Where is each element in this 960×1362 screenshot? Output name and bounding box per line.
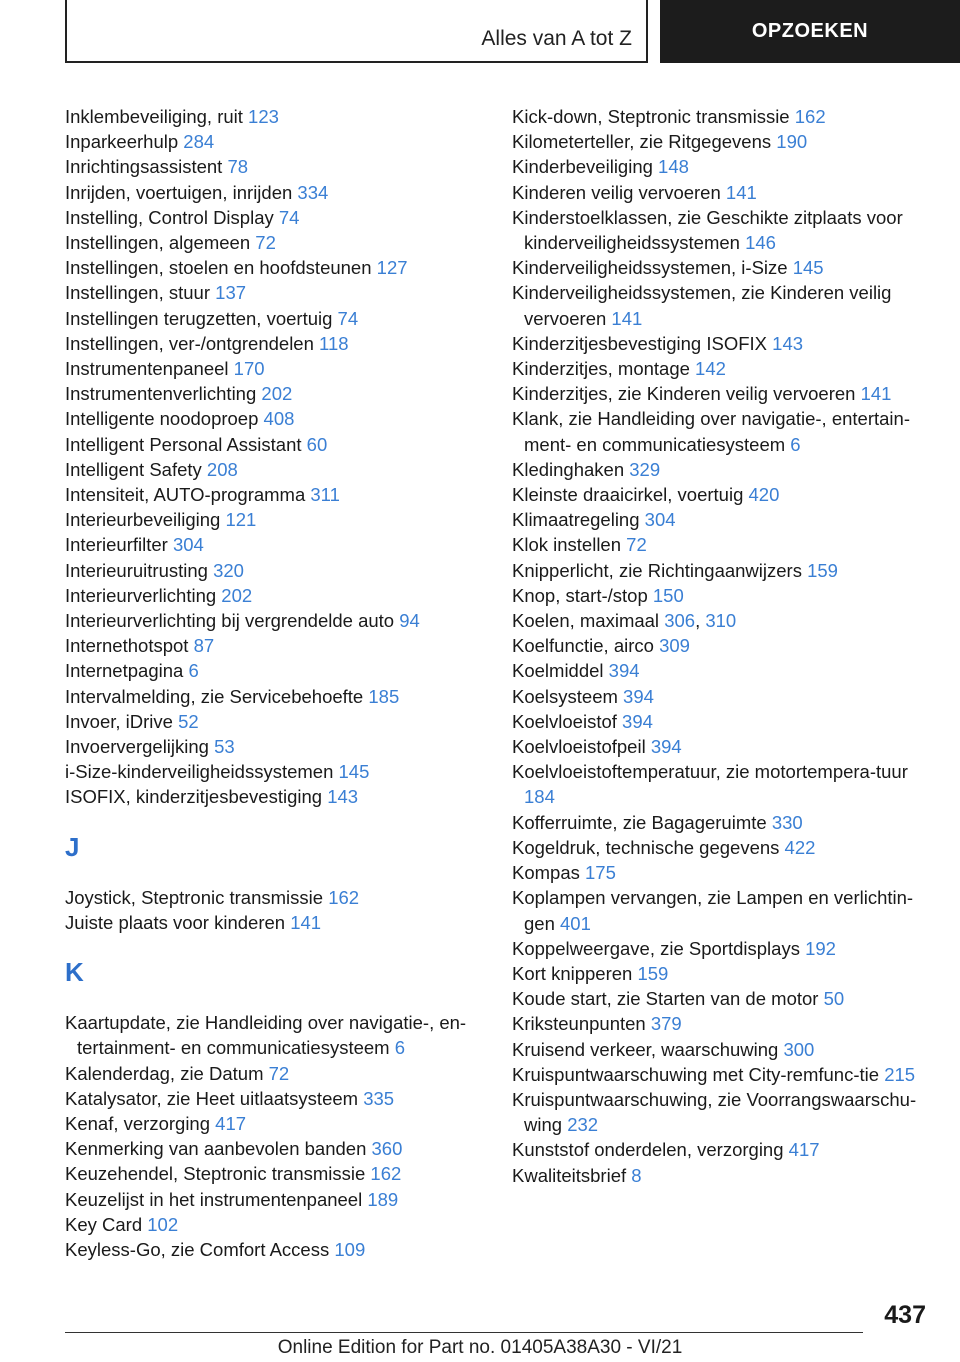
index-entry [512, 684, 932, 709]
index-entry-text: Inklembeveiliging, ruit [65, 106, 243, 127]
index-page-link[interactable]: 87 [193, 635, 215, 657]
index-page-link[interactable]: 190 [776, 131, 808, 153]
index-entry [512, 255, 932, 280]
index-page-link[interactable]: 141 [611, 307, 643, 329]
index-entry [65, 255, 495, 280]
index-page-link[interactable]: 420 [748, 484, 780, 506]
index-page-link[interactable]: 311 [310, 484, 340, 506]
index-entry [65, 356, 495, 381]
index-page-link[interactable]: 192 [805, 937, 836, 959]
index-entry-text: Kinderveiligheidssystemen, i-Size [512, 257, 788, 279]
index-page-link[interactable]: 6 [790, 433, 801, 455]
index-page-link[interactable]: 53 [214, 736, 235, 758]
index-page-link[interactable]: 123 [248, 106, 279, 127]
index-entry-text: Kenaf, verzorging [65, 1112, 211, 1134]
index-page-link[interactable]: 52 [178, 710, 199, 732]
index-entry-text: Inparkeerhulp [65, 131, 179, 153]
index-entry [512, 885, 932, 935]
index-entry-text: Koelvloeistoftemperatuur, zie motortempera-tuur [512, 761, 908, 783]
index-entry-text: Interieurfilter [65, 534, 168, 556]
index-entry [512, 810, 932, 835]
index-column-left [65, 104, 495, 1262]
index-entry [512, 1163, 932, 1188]
index-page-link[interactable]: 215 [884, 1063, 916, 1085]
index-page-link[interactable]: 8 [631, 1164, 642, 1186]
index-page-link[interactable]: 141 [290, 911, 322, 933]
index-entry [65, 608, 495, 633]
index-page-link[interactable]: 417 [788, 1139, 820, 1161]
index-entry [512, 104, 932, 129]
index-entry-text: Instellingen, stoelen en hoofdsteunen [65, 257, 372, 279]
index-entry-text: Kofferruimte, zie Bagageruimte [512, 811, 767, 833]
index-page-link[interactable]: 232 [567, 1114, 599, 1136]
index-page-link[interactable]: 320 [213, 559, 244, 581]
index-page-link[interactable]: 74 [337, 307, 359, 329]
index-entry [65, 583, 495, 608]
index-page-link[interactable]: 394 [622, 710, 653, 732]
index-entry-text: Invoervergelijking [65, 736, 209, 758]
index-page-link[interactable]: 72 [268, 1062, 290, 1084]
index-entry [65, 1187, 495, 1212]
index-entry [65, 154, 495, 179]
index-page-link[interactable]: 170 [233, 358, 265, 380]
index-page-link[interactable]: 109 [334, 1238, 366, 1260]
index-page-link[interactable]: 309 [659, 635, 690, 657]
index-page-link[interactable]: 189 [367, 1188, 399, 1210]
index-entry [65, 1212, 495, 1237]
index-entry-text: Kruispuntwaarschuwing, zie Voorrangswaarschu-wing [512, 1088, 917, 1136]
index-page-link[interactable]: 408 [263, 408, 295, 430]
index-entry-text: Koelvloeistofpeil [512, 736, 646, 758]
index-entry-text: Instrumentenpaneel [65, 358, 229, 380]
index-entry [65, 482, 495, 507]
index-entry [65, 280, 495, 305]
index-entry [65, 129, 495, 154]
index-entry-text: Kort knipperen [512, 962, 633, 984]
index-entry [512, 709, 932, 734]
index-page-link[interactable]: 422 [784, 836, 816, 858]
index-page-link[interactable]: 360 [371, 1138, 403, 1160]
index-entry [512, 154, 932, 179]
index-page-link[interactable]: 6 [394, 1037, 406, 1059]
index-entry-text: Kilometerteller, zie Ritgegevens [512, 131, 772, 153]
index-page-link[interactable]: 175 [585, 862, 616, 884]
header-tab-opzoeken[interactable]: OPZOEKEN [660, 0, 960, 63]
index-entry [512, 558, 932, 583]
index-entry-text: Internetpagina [65, 660, 184, 682]
footer-divider [65, 1332, 863, 1333]
index-page-link[interactable]: 159 [807, 559, 838, 581]
index-page-link[interactable]: 143 [327, 786, 359, 808]
index-entry-text: Knop, start-/stop [512, 584, 648, 606]
index-page-link[interactable]: 150 [652, 584, 684, 606]
index-entry-text: Intervalmelding, zie Servicebehoefte [65, 685, 364, 707]
index-entry-text: Kinderzitjes, zie Kinderen veilig vervoeren [512, 383, 856, 405]
index-entry-text: Kruisend verkeer, waarschuwing [512, 1038, 779, 1060]
index-entry-text: Interieurverlichting bij vergrendelde auto [65, 610, 395, 632]
index-entry: Koelen, maximaal 306, 310 [512, 610, 737, 632]
index-page-link[interactable]: 417 [215, 1112, 247, 1134]
index-entry-text: Koplampen vervangen, zie Lampen en verlichtin-gen [512, 887, 914, 934]
index-entry [512, 860, 932, 885]
index-entry-text: Instellingen, stuur [65, 282, 211, 304]
index-entry [65, 180, 495, 205]
index-page-link[interactable]: 310 [705, 610, 737, 632]
index-page-link[interactable]: 202 [221, 584, 253, 606]
index-letter-heading: J [65, 831, 80, 862]
index-entry-text: Kinderzitjes, montage [512, 358, 690, 380]
index-page-link[interactable]: 334 [297, 181, 329, 203]
index-entry [512, 356, 932, 381]
index-page-link[interactable]: 141 [860, 383, 892, 405]
index-entry [512, 961, 932, 986]
index-page-link[interactable]: 143 [772, 332, 804, 354]
index-column-right [512, 104, 932, 1188]
index-entry [65, 759, 495, 784]
index-page-link[interactable]: 284 [183, 131, 215, 153]
index-entry-text: Keuzelijst in het instrumentenpaneel [65, 1188, 363, 1210]
index-entry [512, 331, 932, 356]
index-entry-text: Koude start, zie Starten van de motor [512, 988, 819, 1010]
index-entry [65, 784, 495, 809]
index-entry-text: Kogeldruk, technische gegevens [512, 836, 780, 858]
index-entry [512, 734, 932, 759]
index-entry-text: Kaartupdate, zie Handleiding over navigatie-, en-tertainment- en communicatiesysteem [65, 1012, 467, 1059]
index-entry-text: Katalysator, zie Heet uitlaatsysteem [65, 1087, 359, 1109]
index-entry [65, 306, 495, 331]
index-entry [512, 381, 932, 406]
header-section-box [65, 0, 648, 63]
index-page-link[interactable]: 208 [206, 458, 238, 480]
index-entry-text: Kleinste draaicirkel, voertuig [512, 484, 744, 506]
index-entry [65, 1061, 495, 1086]
index-entry-text: Koppelweergave, zie Sportdisplays [512, 937, 800, 959]
index-entry-text: Intelligent Safety [65, 458, 202, 480]
index-entry [512, 1087, 932, 1137]
index-entry [65, 1086, 495, 1111]
index-page-link[interactable]: 145 [338, 761, 370, 783]
index-entry-text: Kompas [512, 862, 580, 884]
index-entry-text: Keuzehendel, Steptronic transmissie [65, 1163, 366, 1185]
index-entry-text: Instrumentenverlichting [65, 383, 257, 405]
index-entry-text: Kunststof onderdelen, verzorging [512, 1139, 784, 1161]
index-page-link[interactable]: 141 [725, 181, 757, 203]
index-letter-heading: K [65, 957, 84, 988]
index-entry [512, 1037, 932, 1062]
index-page-link[interactable]: 401 [560, 912, 591, 934]
index-entry-text: Koelen, maximaal [512, 610, 660, 632]
index-entry-text: Kinderstoelklassen, zie Geschikte zitplaats voor kinderveiligheidssystemen [512, 206, 903, 254]
index-entry-text: Key Card [65, 1213, 143, 1235]
index-entry-text: Intelligente noodoproep [65, 408, 259, 430]
index-entry [65, 1010, 495, 1060]
index-entry-text: Kinderzitjesbevestiging ISOFIX [512, 332, 768, 354]
index-entry-text: Instellingen terugzetten, voertuig [65, 307, 333, 329]
index-entry-text: Instellingen, ver-/ontgrendelen [65, 332, 314, 354]
index-page-link[interactable]: 335 [363, 1087, 395, 1109]
index-entry-text: Kalenderdag, zie Datum [65, 1062, 264, 1084]
index-entry-text: Intensiteit, AUTO-programma [65, 484, 306, 506]
index-entry [65, 1161, 495, 1186]
index-page-link[interactable]: 394 [608, 660, 640, 682]
index-entry-text: Internethotspot [65, 635, 189, 657]
header-section-label: Alles van A tot Z [481, 27, 632, 50]
index-entry-text: Koelmiddel [512, 660, 604, 682]
index-page-link[interactable]: 145 [792, 257, 824, 279]
index-entry [65, 381, 495, 406]
index-page-link[interactable]: 127 [376, 257, 408, 279]
index-entry-text: Kenmerking van aanbevolen banden [65, 1138, 367, 1160]
index-entry-text: Koelsysteem [512, 685, 618, 707]
index-page-link[interactable]: 379 [650, 1013, 682, 1035]
index-page-link[interactable]: 306 [664, 610, 696, 632]
index-entry-text: Klank, zie Handleiding over navigatie-, entertain-ment- en communicatiesysteem [512, 408, 910, 455]
index-page-link[interactable]: 304 [644, 509, 676, 531]
index-entry-text: Interieuruitrusting [65, 559, 208, 581]
index-page-link[interactable]: 121 [225, 509, 257, 531]
index-entry-text: Juiste plaats voor kinderen [65, 911, 286, 933]
index-entry [512, 583, 932, 608]
index-entry [512, 457, 932, 482]
index-entry [65, 1111, 495, 1136]
index-page-link[interactable]: 146 [745, 232, 776, 254]
index-entry-text: Intelligent Personal Assistant [65, 433, 302, 455]
index-page-link[interactable]: 159 [637, 962, 669, 984]
index-entry-text: Kinderbeveiliging [512, 156, 653, 178]
index-page-link[interactable]: 148 [658, 156, 689, 178]
index-entry [512, 507, 932, 532]
index-entry [512, 1062, 932, 1087]
index-page-link[interactable]: 6 [188, 660, 199, 682]
index-entry [512, 1137, 932, 1162]
index-page-link[interactable]: 185 [368, 685, 400, 707]
index-page-link[interactable]: 202 [261, 383, 293, 405]
index-entry [512, 936, 932, 961]
index-page-link[interactable]: 50 [823, 988, 845, 1010]
index-entry-text: Interieurverlichting [65, 584, 217, 606]
index-entry-text: Knipperlicht, zie Richtingaanwijzers [512, 559, 802, 581]
index-entry [512, 129, 932, 154]
index-entry [512, 532, 932, 557]
index-page-link[interactable]: 78 [227, 156, 249, 178]
index-page-link[interactable]: 94 [399, 610, 420, 632]
index-entry [65, 734, 495, 759]
index-entry-text: Inrichtingsassistent [65, 156, 223, 178]
index-entry [65, 532, 495, 557]
page-number: 437 [884, 1301, 926, 1329]
index-entry-text: Kriksteunpunten [512, 1013, 646, 1035]
index-page-link[interactable]: 102 [147, 1213, 179, 1235]
index-entry-text: Kruispuntwaarschuwing met City-remfunc-tie [512, 1063, 880, 1085]
index-entry [512, 1011, 932, 1036]
index-entry-text: Kick-down, Steptronic transmissie [512, 106, 790, 127]
index-entry-text: Kwaliteitsbrief [512, 1164, 627, 1186]
index-page-link[interactable]: 74 [278, 206, 300, 228]
index-page-link[interactable]: 118 [319, 332, 349, 354]
index-entry-text: Interieurbeveiliging [65, 509, 221, 531]
index-entry-text: Invoer, iDrive [65, 710, 173, 732]
index-entry [65, 230, 495, 255]
index-entry-text: Kinderveiligheidssystemen, zie Kinderen veilig vervoeren [512, 282, 892, 329]
index-entry [512, 658, 932, 683]
index-entry [512, 280, 932, 330]
index-page-link[interactable]: 394 [623, 685, 654, 707]
index-entry [65, 558, 495, 583]
index-page-link[interactable]: 330 [771, 811, 803, 833]
index-entry-text: Inrijden, voertuigen, inrijden [65, 181, 293, 203]
index-entry [65, 457, 495, 482]
index-entry-text: i-Size-kinderveiligheidssystemen [65, 761, 334, 783]
index-page-link[interactable]: 329 [629, 458, 661, 480]
index-entry-text: Keyless-Go, zie Comfort Access [65, 1238, 330, 1260]
index-page-link[interactable]: 72 [255, 232, 276, 254]
index-entry [65, 331, 495, 356]
index-page-link[interactable]: 162 [794, 106, 826, 127]
index-entry [65, 104, 495, 129]
index-entry-text: Koelvloeistof [512, 710, 617, 732]
index-page-link[interactable]: 304 [172, 534, 204, 556]
index-entry-text: Instellingen, algemeen [65, 232, 251, 254]
index-page-link[interactable]: 162 [328, 886, 360, 908]
index-entry [65, 684, 495, 709]
index-page-link[interactable]: 60 [306, 433, 328, 455]
index-page-link[interactable]: 394 [650, 736, 682, 758]
index-page-link[interactable]: 162 [370, 1163, 402, 1185]
index-page-link[interactable]: 137 [215, 282, 247, 304]
index-entry [65, 1136, 495, 1161]
index-page-link[interactable]: 184 [524, 786, 555, 808]
index-entry [65, 507, 495, 532]
index-entry-text: Klimaatregeling [512, 509, 640, 531]
index-entry [512, 633, 932, 658]
index-entry-text: ISOFIX, kinderzitjesbevestiging [65, 786, 323, 808]
index-entry [65, 406, 495, 431]
index-entry [512, 205, 932, 255]
index-entry [512, 759, 932, 809]
footer-edition-text: Online Edition for Part no. 01405A38A30 - VI/21 [277, 1337, 683, 1358]
index-entry [512, 986, 932, 1011]
index-entry [512, 835, 932, 860]
index-entry-text: Kinderen veilig vervoeren [512, 181, 721, 203]
index-entry [512, 180, 932, 205]
index-entry-text: Instelling, Control Display [65, 206, 274, 228]
index-page-link[interactable]: 300 [783, 1038, 815, 1060]
index-entry [512, 482, 932, 507]
index-entry-text: Kledinghaken [512, 458, 625, 480]
index-entry [65, 432, 495, 457]
index-entry-text: Joystick, Steptronic transmissie [65, 886, 324, 908]
index-page-link[interactable]: 142 [695, 358, 726, 380]
index-entry [65, 205, 495, 230]
index-entry [65, 910, 495, 935]
index-entry [65, 885, 495, 910]
index-entry [65, 709, 495, 734]
index-entry [65, 633, 495, 658]
index-entry [512, 406, 932, 456]
index-entry-text: Koelfunctie, airco [512, 635, 654, 657]
index-entry [65, 658, 495, 683]
index-entry-text: Klok instellen [512, 534, 622, 556]
index-page-link[interactable]: 72 [626, 534, 647, 556]
index-entry [65, 1237, 495, 1262]
